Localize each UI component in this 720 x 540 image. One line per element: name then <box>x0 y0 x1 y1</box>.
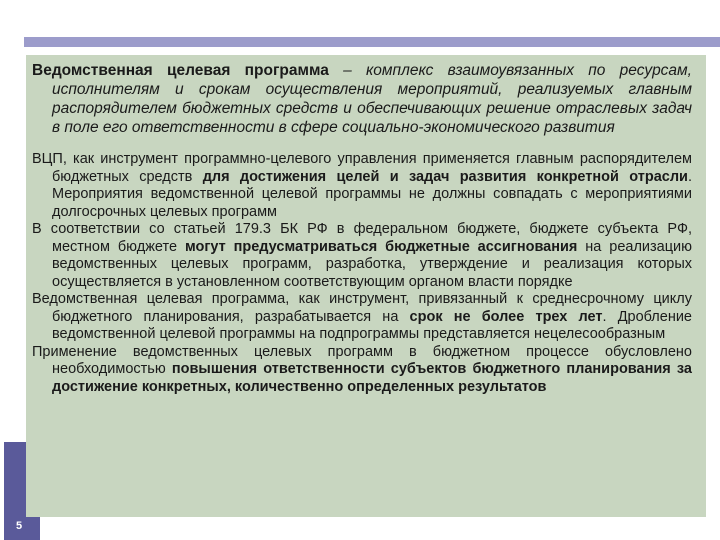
definition-term: Ведомственная целевая программа <box>32 62 329 79</box>
definition-paragraph <box>32 61 692 137</box>
paragraph-term-limit <box>32 291 692 344</box>
paragraph-text: Ведомственная целевая программа, как инструмент, привязанный к среднесрочному циклу бюджетного планирования, разрабатывается на <box>32 291 692 325</box>
paragraph-text: . Дробление ведомственной целевой программы на подпрограммы представляется нецелесообразным <box>52 308 692 342</box>
top-accent-bar <box>24 37 720 47</box>
paragraph-text: . Мероприятия ведомственной целевой программы не должны совпадать с мероприятиями долгосрочных целевых программ <box>52 168 692 220</box>
paragraph-text: ВЦП, как инструмент программно-целевого управления применяется главным распорядителем бюджетных средств <box>32 151 692 185</box>
paragraph-emphasis: повышения ответственности субъектов бюджетного планирования за достижение конкретных, количественно определенных результатов <box>52 361 692 395</box>
paragraph-emphasis: срок не более трех лет <box>409 308 603 325</box>
definition-text: – комплекс взаимоувязанных по ресурсам, исполнителям и срокам осуществления мероприятий, реализуемых главным распорядителем бюджетных средств и обеспечивающих решение отраслевых задач в поле его ответственности в сфере социально-экономического развития <box>52 62 692 136</box>
paragraph-emphasis: могут предусматриваться бюджетные ассигнования <box>184 238 578 255</box>
paragraph-vcp-instrument <box>32 151 692 221</box>
slide-number: 5 <box>16 520 23 532</box>
paragraph-budget-code <box>32 221 692 291</box>
paragraph-emphasis: для достижения целей и задач развития конкретной отрасли <box>202 168 688 185</box>
paragraph-text: Применение ведомственных целевых программ в бюджетном процессе обусловлено необходимостью <box>32 343 692 377</box>
content-panel <box>26 55 706 517</box>
paragraph-text: В соответствии со статьей 179.3 БК РФ в федеральном бюджете, бюджете субъекта РФ, местном бюджете <box>32 221 692 255</box>
paragraph-application <box>32 344 692 397</box>
paragraph-text: на реализацию ведомственных целевых программ, разработка, утверждение и реализация которых осуществляется в установленном соответствующим органом власти порядке <box>52 238 693 290</box>
